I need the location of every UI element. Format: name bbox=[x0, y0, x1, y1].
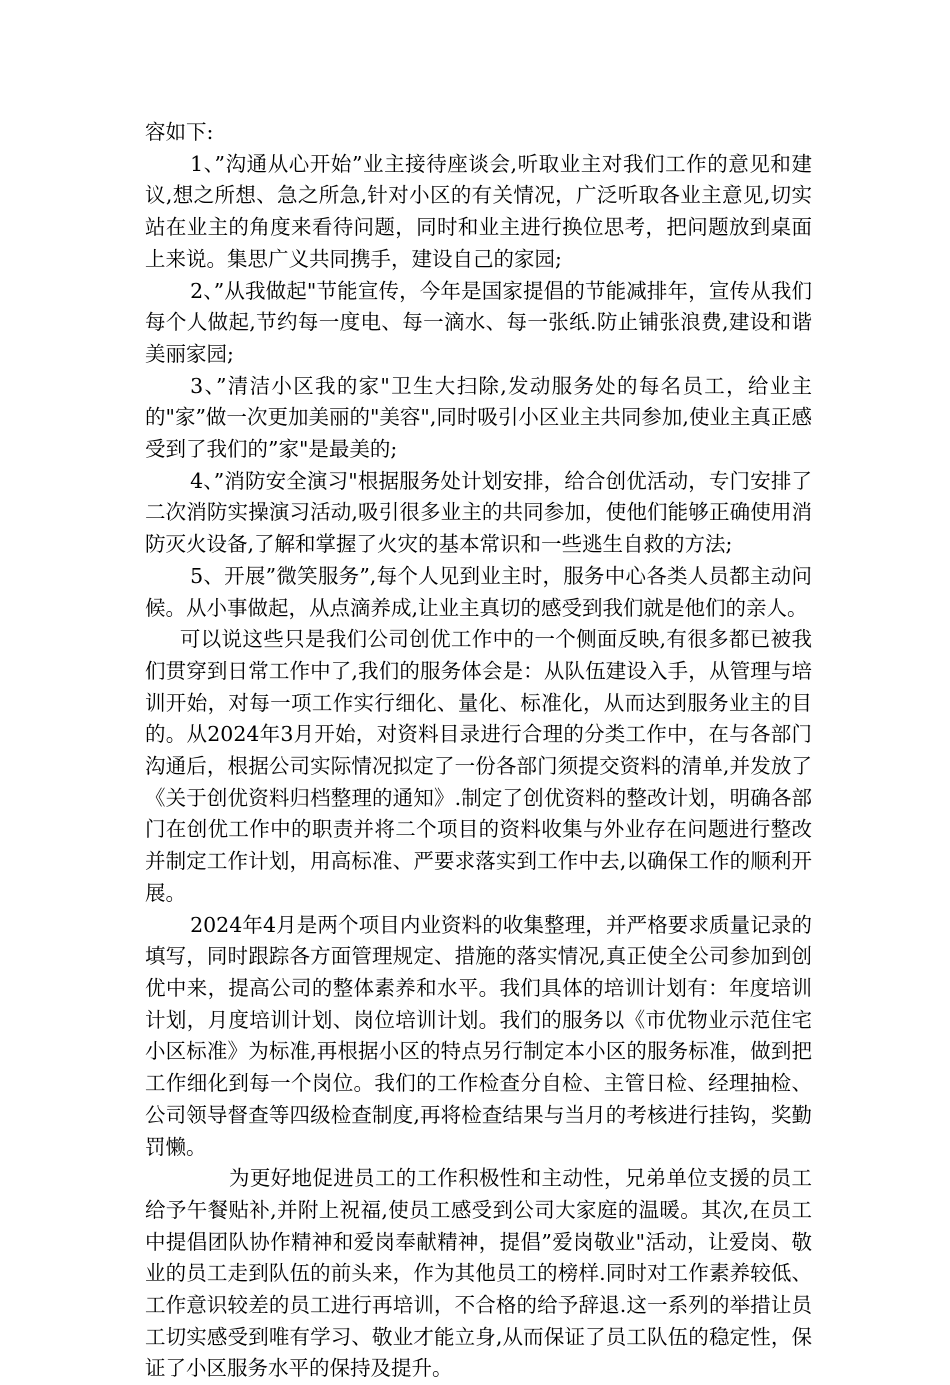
document-page bbox=[145, 117, 812, 1385]
paragraph-item-1: 1、”沟通从心开始”业主接待座谈会,听取业主对我们工作的意见和建议,想之所想、急之所急,针对小区的有关情况，广泛听取各业主意见,切实站在业主的角度来看待问题，同时和业主进行换位思考，把问题放到桌面上来说。集思广义共同携手，建设自己的家园; bbox=[145, 151, 812, 271]
paragraph-item-5: 5、开展”微笑服务”,每个人见到业主时，服务中心各类人员都主动问候。从小事做起，从点滴养成,让业主真切的感受到我们就是他们的亲人。 bbox=[145, 563, 812, 620]
paragraph-item-3: 3、”清洁小区我的家"卫生大扫除,发动服务处的每名员工，给业主的"家”做一次更加美丽的"美容",同时吸引小区业主共同参加,使业主真正感受到了我们的”家"是最美的; bbox=[145, 373, 812, 462]
paragraph-staff-motivation: 为更好地促进员工的工作积极性和主动性，兄弟单位支援的员工给予午餐贴补,并附上祝福,使员工感受到公司大家庭的温暖。其次,在员工中提倡团队协作精神和爱岗奉献精神，提倡”爱岗敬业"活动，让爱岗、敬业的员工走到队伍的前头来，作为其他员工的榜样.同时对工作素养较低、工作意识较差的员工进行再培训，不合格的给予辞退.这一系列的举措让员工切实感受到唯有学习、敬业才能立身,从而保证了员工队伍的稳定性，保证了小区服务水平的保持及提升。 bbox=[145, 1166, 812, 1381]
paragraph-intro: 容如下: bbox=[145, 120, 214, 144]
paragraph-item-2: 2、”从我做起"节能宣传，今年是国家提倡的节能减排年，宣传从我们每个人做起,节约每一度电、每一滴水、每一张纸.防止铺张浪费,建设和谐美丽家园; bbox=[145, 278, 812, 366]
paragraph-summary: 可以说这些只是我们公司创优工作中的一个侧面反映,有很多都已被我们贯穿到日常工作中了,我们的服务体会是：从队伍建设入手，从管理与培训开始，对每一项工作实行细化、量化、标准化，从而达到服务业主的目的。从2024年3月开始，对资料目录进行合理的分类工作中，在与各部门沟通后，根据公司实际情况拟定了一份各部门须提交资料的清单,并发放了《关于创优资料归档整理的通知》.制定了创优资料的整改计划，明确各部门在创优工作中的职责并将二个项目的资料收集与外业存在问题进行整改并制定工作计划，用高标准、严要求落实到工作中去,以确保工作的顺利开展。 bbox=[145, 627, 812, 905]
paragraph-item-4: 4、”消防安全演习"根据服务处计划安排，给合创优活动，专门安排了二次消防实操演习活动,吸引很多业主的共同参加，使他们能够正确使用消防灭火设备,了解和掌握了火灾的基本常识和一些逃生自救的方法; bbox=[145, 468, 812, 557]
paragraph-april-work: 2024年4月是两个项目内业资料的收集整理，并严格要求质量记录的填写，同时跟踪各方面管理规定、措施的落实情况,真正使全公司参加到创优中来，提高公司的整体素养和水平。我们具体的培训计划有：年度培训计划，月度培训计划、岗位培训计划。我们的服务以《市优物业示范住宅小区标准》为标准,再根据小区的特点另行制定本小区的服务标准，做到把工作细化到每一个岗位。我们的工作检查分自检、主管日检、经理抽检、公司领导督查等四级检查制度,再将检查结果与当月的考核进行挂钩，奖勤罚懒。 bbox=[145, 912, 812, 1159]
